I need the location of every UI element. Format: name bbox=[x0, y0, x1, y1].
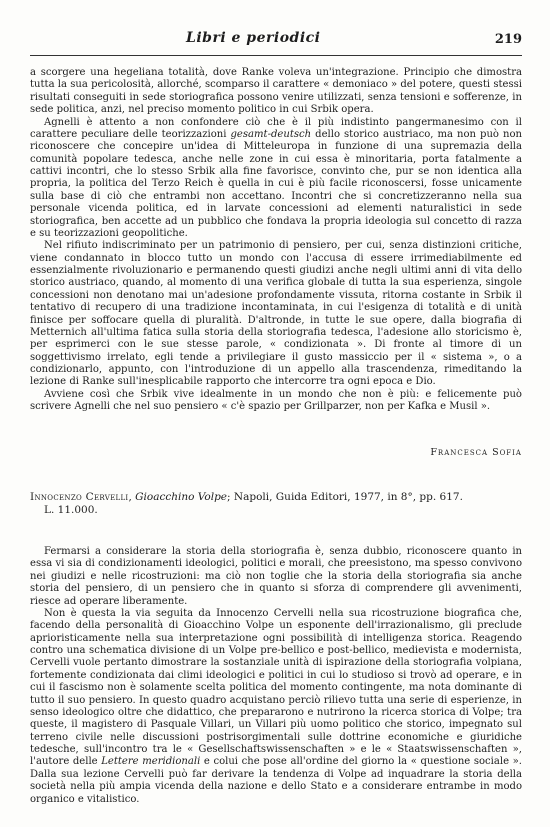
paragraph: Agnelli è attento a non confondere ciò che è il più indistinto pangermanesimo con il carattere peculiare delle teorizzazioni gesamt-deutsch dello storico austriaco, ma non può non riconoscere che concepire un'idea di Mitteleuropa in funzione di una supremazia della comunità popolare tedesca, anche nelle zone in cui essa è minoritaria, porta fatalmente a cattivi incontri, che lo stesso Srbik alla fine favorisce, convinto che, pur se non identica alla propria, la politica del Terzo Reich è quella in cui è più facile riconoscersi, fosse unicamente sulla base di ciò che entrambi non accettano. Incontri che si concretizzeranno nella sua personale vicenda politica, ed in larvate concessioni ad elementi naturalistici in sede storiografica, ben accette ad un pubblico che fondava la propria ideologia sul concetto di razza e su teorizzazioni geopolitiche. bbox=[30, 116, 522, 239]
review-author: Innocenzo Cervelli bbox=[30, 491, 129, 503]
running-title: Libri e periodici bbox=[186, 30, 321, 46]
page-number: 219 bbox=[494, 32, 522, 47]
paragraph: Avviene così che Srbik vive idealmente in un mondo che non è più: e felicemente può scrivere Agnelli che nel suo pensiero « c'è spazio per Grillparzer, non per Kafka e Musil ». bbox=[30, 388, 522, 413]
paragraph: a scorgere una hegeliana totalità, dove Ranke voleva un'integrazione. Principio che dimostra tutta la sua pericolosità, allorché, scomparso il carattere « demoniaco » del potere, questi stessi risultati conseguiti in sede storiografica possono venire utilizzati, senza tensioni e sofferenze, in sede politica, anzi, nel preciso momento politico in cui Srbik opera. bbox=[30, 67, 522, 116]
review-body-2 bbox=[30, 546, 522, 806]
paragraph: Non è questa la via seguita da Innocenzo Cervelli nella sua ricostruzione biografica che, facendo della personalità di Gioacchino Volpe un esponente dell'irrazionalismo, gli preclude aprioristicamente nella sua interpretazione ogni possibilità di intelligenza storica. Reagendo contro una schematica divisione di un Volpe pre-bellico e post-bellico, medievista e modernista, Cervelli vuole pertanto dimostrare la sostanziale unità di ispirazione della storiografia volpiana, fortemente condizionata dai climi ideologici e politici in cui lo studioso si trovò ad operare, e in cui il fascismo non è solamente scelta politica del momento contingente, ma nota dominante di tutto il suo pensiero. In questo quadro acquistano perciò rilievo tutta una serie di esperienze, in senso ideologico oltre che didattico, che prepararono e nutrirono la ricerca storica di Volpe; tra queste, il magistero di Pasquale Villari, un Villari più uomo politico che storico, impegnato sul terreno civile nelle discussioni postrisorgimentali sulle dottrine economiche e giuridiche tedesche, sull'incontro tra le « Gesellschaftswissenschaften » e le « Staatswissenschaften », l'autore delle Lettere meridionali e colui che pose all'ordine del giorno la « questione sociale ». Dalla sua lezione Cervelli può far derivare la tendenza di Volpe ad inquadrare la storia della società nella più ampia vicenda della nazione e dello Stato e a considerare entrambe in modo organico e vitalistico. bbox=[30, 607, 522, 805]
review-heading: Innocenzo Cervelli, Gioacchino Volpe; Napoli, Guida Editori, 1977, in 8°, pp. 617. L. 11.000. bbox=[30, 491, 463, 516]
review-details: ; Napoli, Guida Editori, 1977, in 8°, pp. 617. bbox=[227, 491, 463, 503]
review-price: L. 11.000. bbox=[44, 504, 98, 516]
page-header bbox=[30, 30, 522, 52]
paragraph: Nel rifiuto indiscriminato per un patrimonio di pensiero, per cui, senza distinzioni critiche, viene condannato in blocco tutto un mondo con l'accusa di essere irrimediabilmente ed essenzialmente rivoluzionario e permanendo questi giudizi anche negli ultimi anni di vita dello storico austriaco, quando, al momento di una verifica globale di tutta la sua esperienza, singole concessioni non denotano mai un'adesione profondamente vissuta, ritorna costante in Srbik il tentativo di recupero di una tradizione incontaminata, in cui l'esigenza di totalità e di unità finisce per soffocare quella di pluralità. D'altronde, in tutte le sue opere, dalla biografia di Metternich all'ultima fatica sulla storia della storiografia tedesca, l'adesione allo storicismo è, per esprimerci con le sue stesse parole, « condizionata ». Di fronte al timore di un soggettivismo irrelato, egli tende a privilegiare il gusto massiccio per il « sistema », o a condizionarlo, appunto, con l'introduzione di un appello alla trascendenza, rimeditando la lezione di Ranke sull'inesplicabile rapporto che intercorre tra ogni epoca e Dio. bbox=[30, 240, 522, 388]
review-body-1 bbox=[30, 67, 522, 414]
review-book-title: Gioacchino Volpe bbox=[135, 491, 228, 503]
signature: Francesca Sofia bbox=[430, 447, 522, 458]
header-rule bbox=[30, 55, 522, 56]
paragraph: Fermarsi a considerare la storia della storiografia è, senza dubbio, riconoscere quanto in essa vi sia di condizionamenti ideologici, politici e morali, che preesistono, ma spesso convivono nei giudizi e nelle ricostruzioni: ma ciò non toglie che la storia della storiografia sia anche storia del pensiero, di un pensiero che in quanto si sforza di comprendere gli avvenimenti, riesce ad operare liberamente. bbox=[30, 546, 522, 607]
emphasis: Lettere meridionali bbox=[101, 756, 201, 768]
emphasis: gesamt-deutsch bbox=[230, 128, 312, 140]
